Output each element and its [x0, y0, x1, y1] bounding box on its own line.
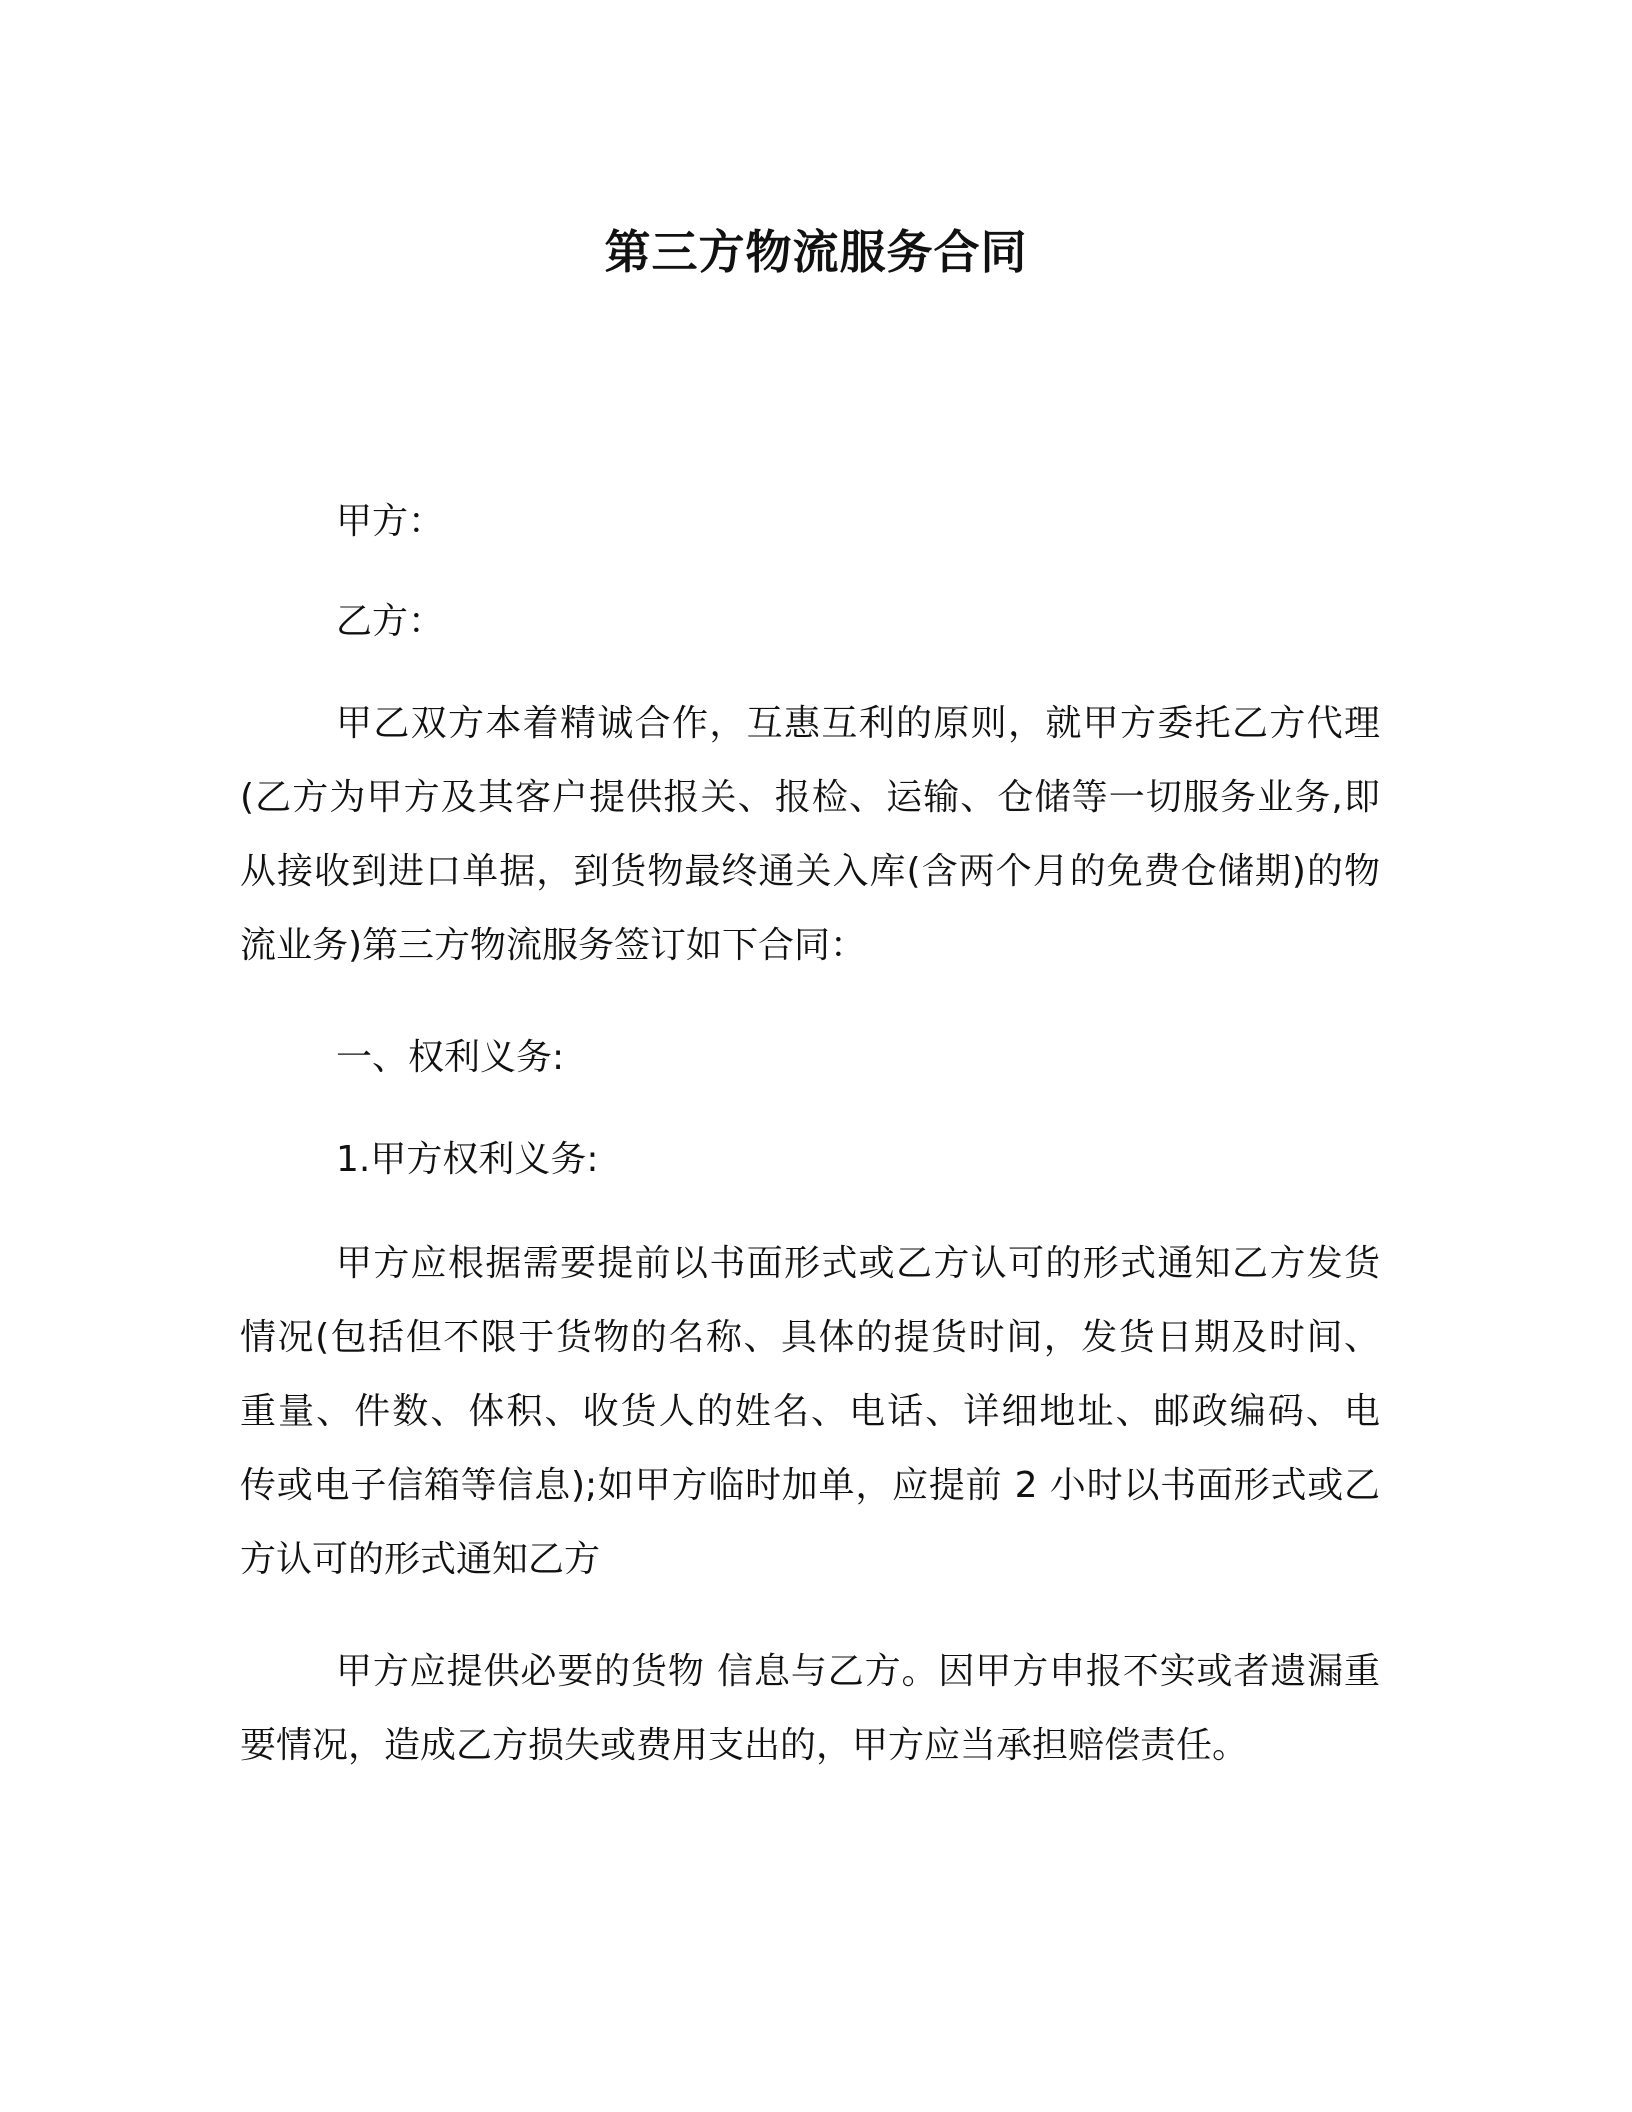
- intro-line: 从接收到进口单据，到货物最终通关入库(含两个月的免费仓储期)的物: [240, 851, 1380, 892]
- obligation-line: 传或电子信箱等信息);如甲方临时加单，应提前 2 小时以书面形式或乙: [240, 1465, 1380, 1506]
- section-heading-rights: 一、权利义务:: [336, 1037, 565, 1078]
- obligation-line: 甲方应根据需要提前以书面形式或乙方认可的形式通知乙方发货: [336, 1243, 1380, 1284]
- party-a-label: 甲方：: [336, 501, 445, 542]
- intro-line: (乙方为甲方及其客户提供报关、报检、运输、仓储等一切服务业务,即: [240, 777, 1380, 818]
- information-line: 要情况，造成乙方损失或费用支出的，甲方应当承担赔偿责任。: [240, 1725, 1249, 1766]
- information-line: 甲方应提供必要的货物 信息与乙方。因甲方申报不实或者遗漏重: [336, 1651, 1380, 1692]
- party-b-label: 乙方：: [336, 601, 445, 642]
- intro-line: 流业务)第三方物流服务签订如下合同：: [240, 925, 867, 966]
- subsection-heading-party-a: 1.甲方权利义务:: [336, 1139, 599, 1180]
- contract-title: 第三方物流服务合同: [604, 225, 1028, 279]
- obligation-line: 情况(包括但不限于货物的名称、具体的提货时间，发货日期及时间、: [240, 1317, 1380, 1358]
- obligation-line: 重量、件数、体积、收货人的姓名、电话、详细地址、邮政编码、电: [240, 1391, 1380, 1432]
- intro-line: 甲乙双方本着精诚合作，互惠互利的原则，就甲方委托乙方代理: [336, 703, 1380, 744]
- obligation-line: 方认可的形式通知乙方: [240, 1539, 601, 1580]
